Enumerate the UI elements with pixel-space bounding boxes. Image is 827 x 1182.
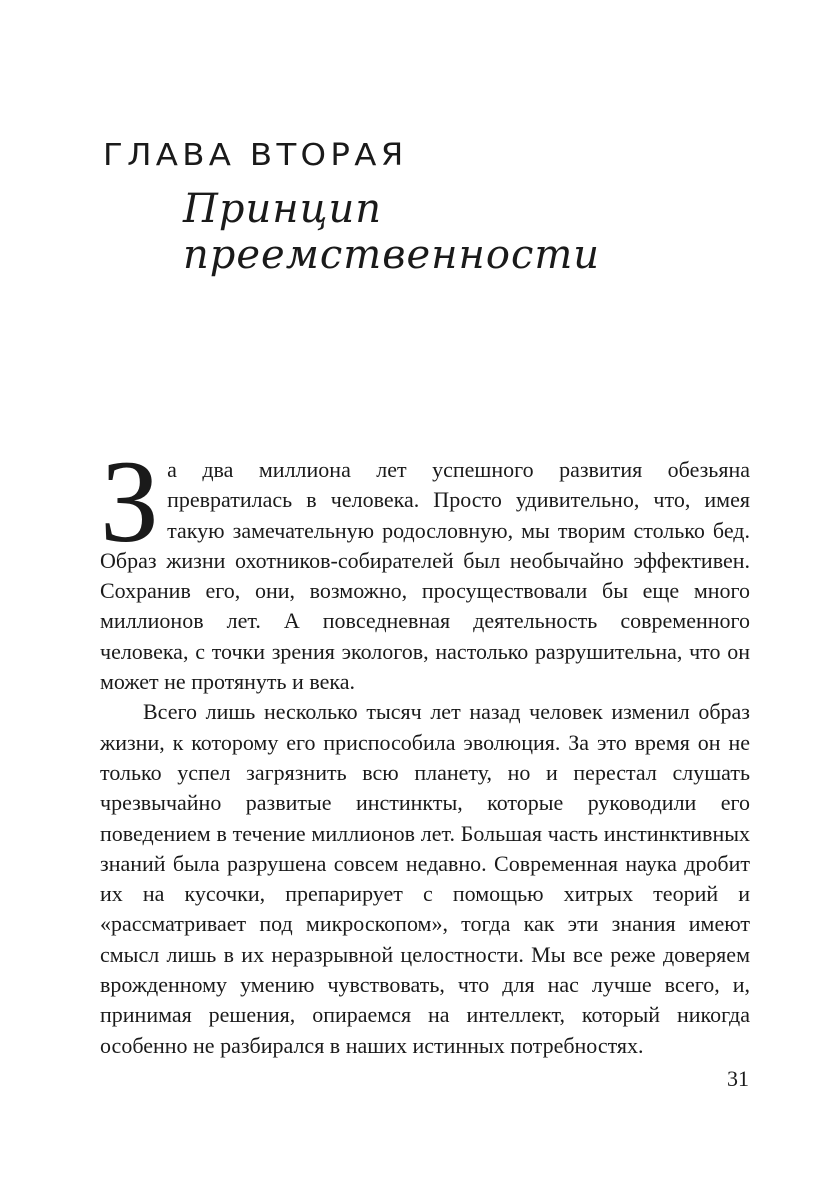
chapter-title-line-2: преемственности <box>183 232 601 278</box>
body-text <box>100 436 750 1061</box>
chapter-title <box>183 186 600 278</box>
page-number: 31 <box>727 1066 749 1091</box>
chapter-label: ГЛАВА ВТОРАЯ <box>103 138 408 173</box>
paragraph-2: Всего лишь несколько тысяч лет назад человек изменил образ жизни, к которому его приспособила эволюция. За это время он не только успел загрязнить всю планету, но и перестал слушать чрезвычайно развитые инстинкты, которые руководили его поведением в течение миллионов лет. Большая часть инстинктивных знаний была разрушена совсем недавно. Современная наука дробит их на кусочки, препарирует с помощью хитрых теорий и «рассматривает под микроскопом», тогда как эти знания имеют смысл лишь в их неразрывной целостности. Мы все реже доверяем врожденному умению чувствовать, что для нас лучше всего, и, принимая решения, опираемся на интеллект, который никогда особенно не разбирался в наших истинных потребностях. <box>100 699 750 1058</box>
paragraph-1-text: а два миллиона лет успешного развития обезьяна превратилась в человека. Просто удивительно, что, имея такую замечательную родословную, мы творим столько бед. Образ жизни охотников-собирателей был необычайно эффективен. Сохранив его, они, возможно, просуществовали бы еще много миллионов лет. А повседневная деятельность современного человека, с точки зрения экологов, настолько разрушительна, что он может не протянуть и века. <box>100 457 750 695</box>
drop-cap: З <box>100 436 160 567</box>
chapter-title-line-1: Принцип <box>183 186 383 232</box>
paragraph-1 <box>100 436 750 697</box>
